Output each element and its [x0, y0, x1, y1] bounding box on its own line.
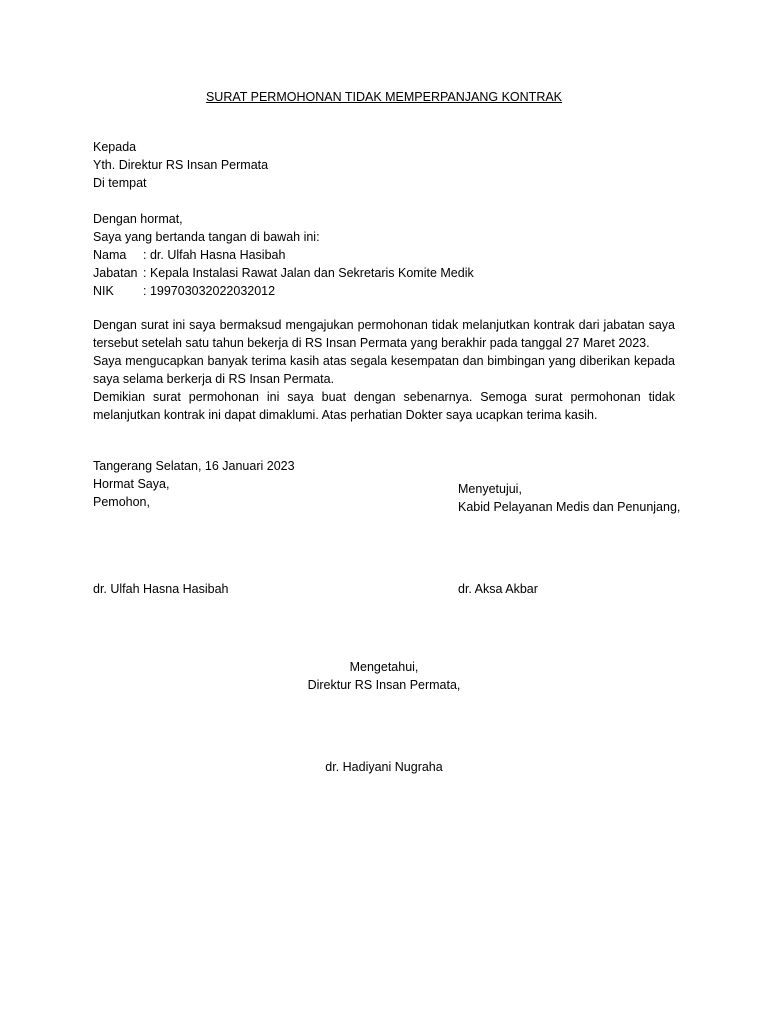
field-value-nik: : 199703032022032012	[143, 284, 276, 298]
recipient-block	[93, 138, 268, 192]
field-row-position	[93, 264, 474, 282]
approval-label: Menyetujui,	[458, 482, 522, 496]
recipient-line-3: Di tempat	[93, 176, 147, 190]
acknowledged-label: Mengetahui,	[349, 660, 419, 674]
approver-role: Kabid Pelayanan Medis dan Penunjang,	[458, 500, 681, 514]
field-label-nik: NIK	[93, 284, 114, 298]
director-role: Direktur RS Insan Permata,	[307, 678, 461, 692]
closing-center	[0, 658, 768, 694]
field-row-nik	[93, 282, 474, 300]
field-label-position: Jabatan	[93, 266, 138, 280]
body-paragraph-2: Saya mengucapkan banyak terima kasih atas segala kesempatan dan bimbingan yang diberikan kepada saya selama berkerja di RS Insan Permata.	[93, 354, 675, 386]
letter-body	[93, 316, 675, 424]
intro-line: Saya yang bertanda tangan di bawah ini:	[93, 230, 320, 244]
applicant-signer-name: dr. Ulfah Hasna Hasibah	[93, 582, 229, 596]
closing-left	[93, 457, 295, 511]
recipient-line-1: Kepada	[93, 140, 137, 154]
field-label-name: Nama	[93, 248, 127, 262]
letter-title: SURAT PERMOHONAN TIDAK MEMPERPANJANG KONTRAK	[205, 90, 563, 104]
regards: Hormat Saya,	[93, 477, 170, 491]
field-value-position: : Kepala Instalasi Rawat Jalan dan Sekretaris Komite Medik	[143, 266, 474, 280]
opening-block	[93, 210, 474, 300]
applicant-role: Pemohon,	[93, 495, 150, 509]
approver-signer-name: dr. Aksa Akbar	[458, 582, 538, 596]
body-paragraph-1: Dengan surat ini saya bermaksud mengajukan permohonan tidak melanjutkan kontrak dari jabatan saya tersebut setelah satu tahun bekerja di RS Insan Permata yang berakhir pada tanggal 27 Maret 2023.	[93, 318, 675, 350]
greeting: Dengan hormat,	[93, 212, 183, 226]
field-row-name	[93, 246, 474, 264]
place-date: Tangerang Selatan, 16 Januari 2023	[93, 459, 295, 473]
closing-right	[458, 480, 680, 516]
recipient-line-2: Yth. Direktur RS Insan Permata	[93, 158, 269, 172]
director-signer-name: dr. Hadiyani Nugraha	[325, 760, 443, 774]
body-paragraph-3: Demikian surat permohonan ini saya buat dengan sebenarnya. Semoga surat permohonan tidak melanjutkan kontrak ini dapat dimaklumi. Atas perhatian Dokter saya ucapkan terima kasih.	[93, 390, 675, 422]
field-value-name: : dr. Ulfah Hasna Hasibah	[143, 248, 286, 262]
